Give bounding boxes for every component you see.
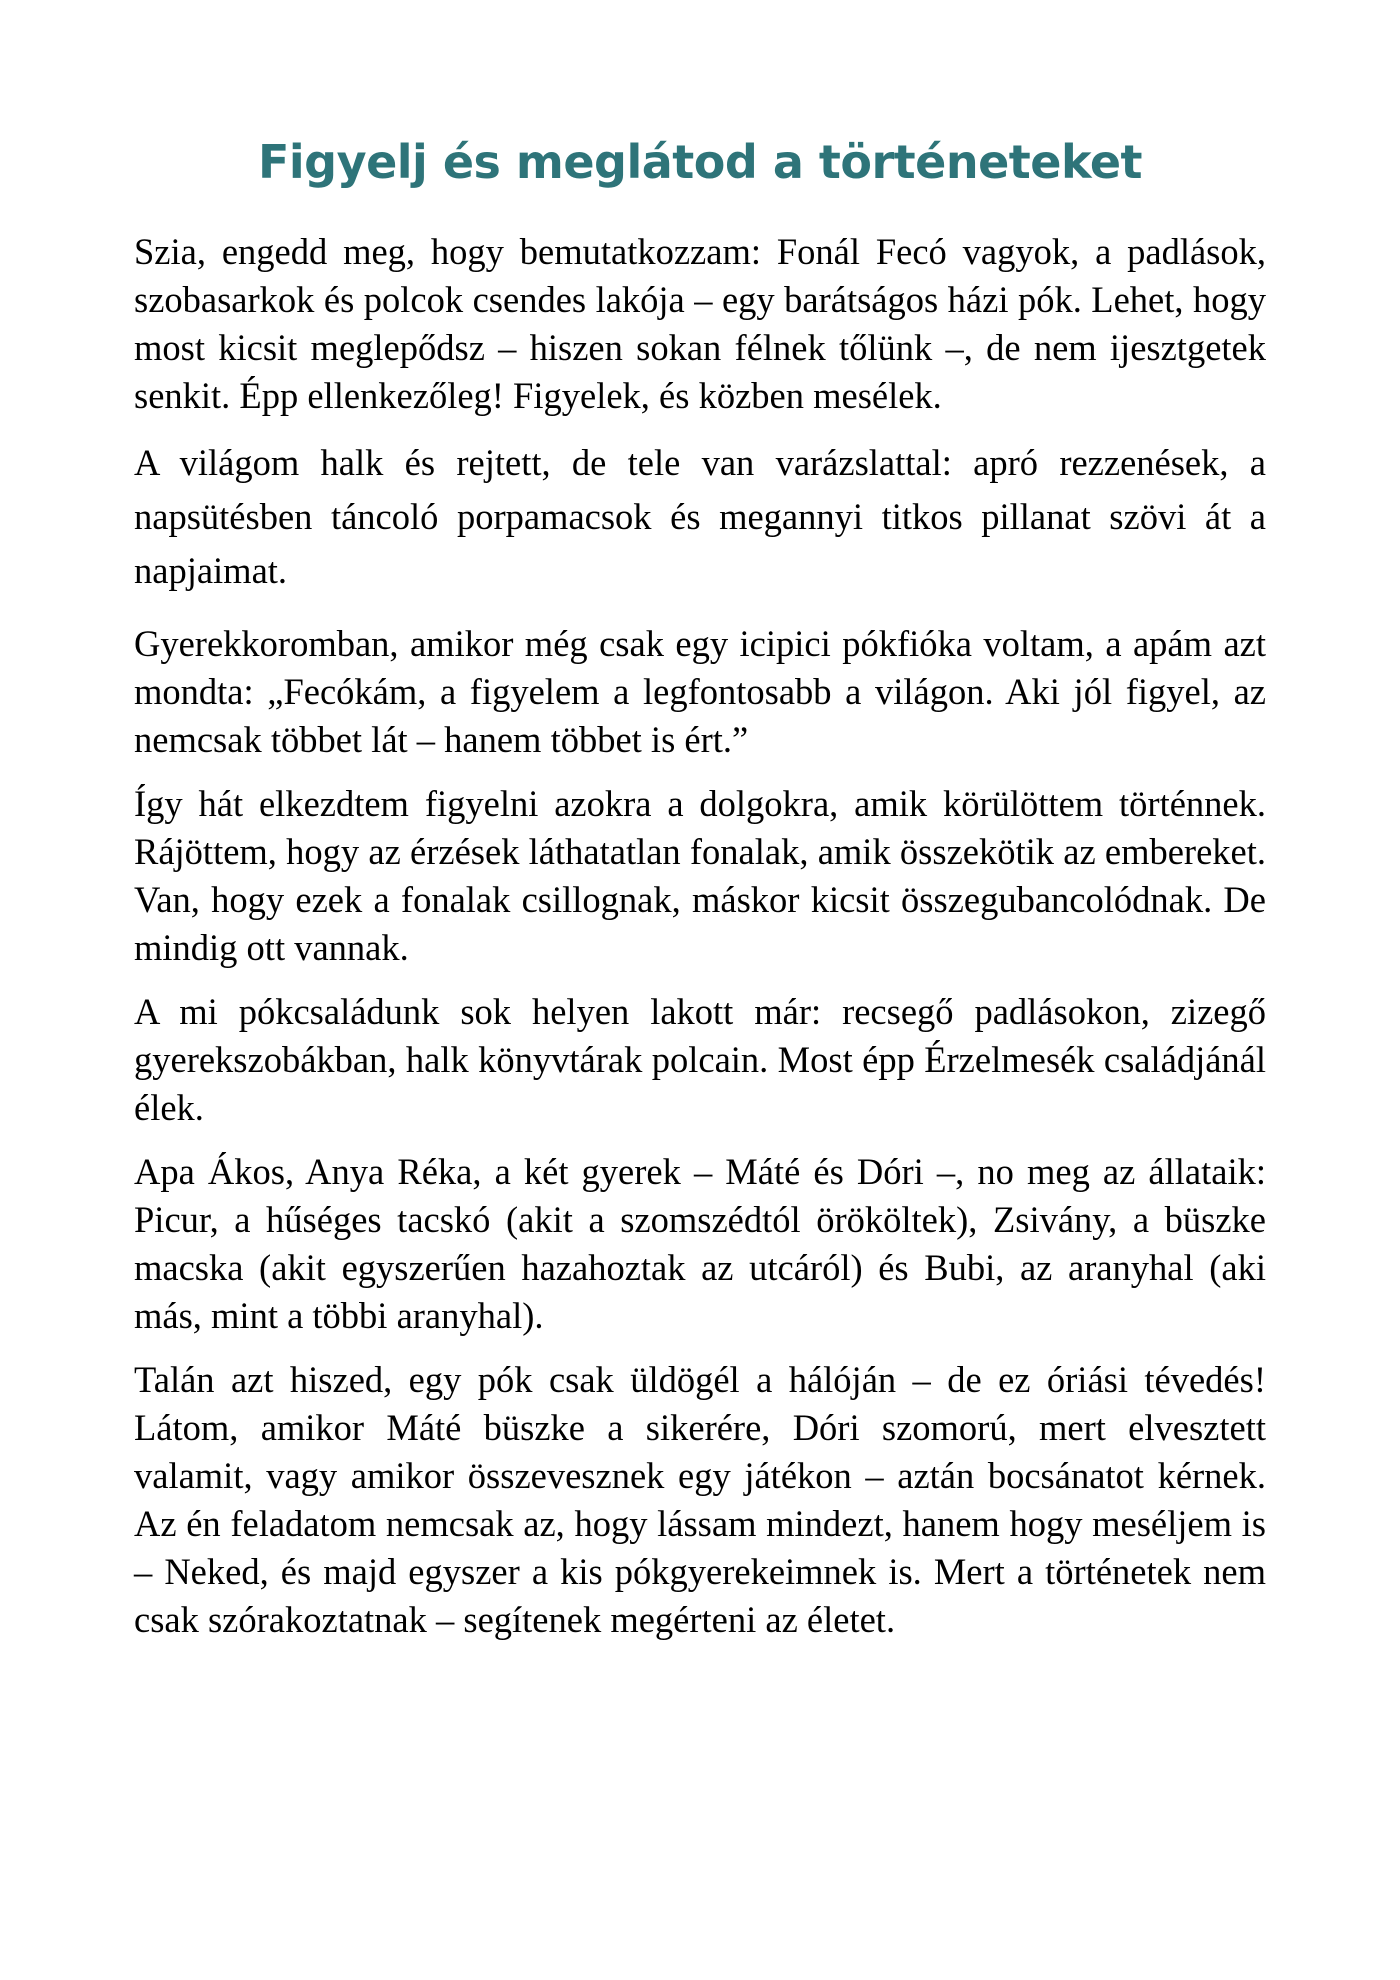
document-body bbox=[134, 228, 1266, 1660]
paragraph-purpose: Talán azt hiszed, egy pók csak üldögél a hálóján – de ez óriási tévedés! Látom, amikor Máté büszke a sikerére, Dóri szomorú, mert elvesztett valamit, vagy amikor összevesznek egy játékon – aztán bocsánatot kérnek. Az én feladatom nemcsak az, hogy lássam mindezt, hanem hogy meséljem is – Neked, és majd egyszer a kis pókgyerekeimnek is. Mert a történetek nem csak szórakoztatnak – segítenek megérteni az életet. bbox=[134, 1359, 1266, 1640]
paragraph-world: A világom halk és rejtett, de tele van varázslattal: apró rezzenések, a napsütésben táncoló porpamacsok és megannyi titkos pillanat szövi át a napjaimat. bbox=[134, 442, 1266, 591]
paragraph-family-members: Apa Ákos, Anya Réka, a két gyerek – Máté és Dóri –, no meg az állataik: Picur, a hűséges tacskó (akit a szomszédtól örököltek), Zsivány, a büszke macska (akit egyszerűen hazahoztak az utcáról) és Bubi, az aranyhal (aki más, mint a többi aranyhal). bbox=[134, 1151, 1266, 1336]
paragraph-introduction: Szia, engedd meg, hogy bemutatkozzam: Fonál Fecó vagyok, a padlások, szobasarkok és polcok csendes lakója – egy barátságos házi pók. Lehet, hogy most kicsit meglepődsz – hiszen sokan félnek tőlünk –, de nem ijesztgetek senkit. Épp ellenkezőleg! Figyelek, és közben mesélek. bbox=[134, 231, 1266, 416]
paragraph-feelings: Így hát elkezdtem figyelni azokra a dolgokra, amik körülöttem történnek. Rájöttem, hogy az érzések láthatatlan fonalak, amik összekötik az embereket. Van, hogy ezek a fonalak csillognak, máskor kicsit összegubancolódnak. De mindig ott vannak. bbox=[134, 783, 1266, 968]
page-title: Figyelj és meglátod a történeteket bbox=[257, 135, 1143, 189]
paragraph-spider-family: A mi pókcsaládunk sok helyen lakott már: recsegő padlásokon, zizegő gyerekszobákban, halk könyvtárak polcain. Most épp Érzelmesék családjánál élek. bbox=[134, 991, 1266, 1128]
paragraph-childhood: Gyerekkoromban, amikor még csak egy icipici pókfióka voltam, a apám azt mondta: „Fecókám, a figyelem a legfontosabb a világon. Aki jól figyel, az nemcsak többet lát – hanem többet is ért.” bbox=[134, 623, 1266, 760]
